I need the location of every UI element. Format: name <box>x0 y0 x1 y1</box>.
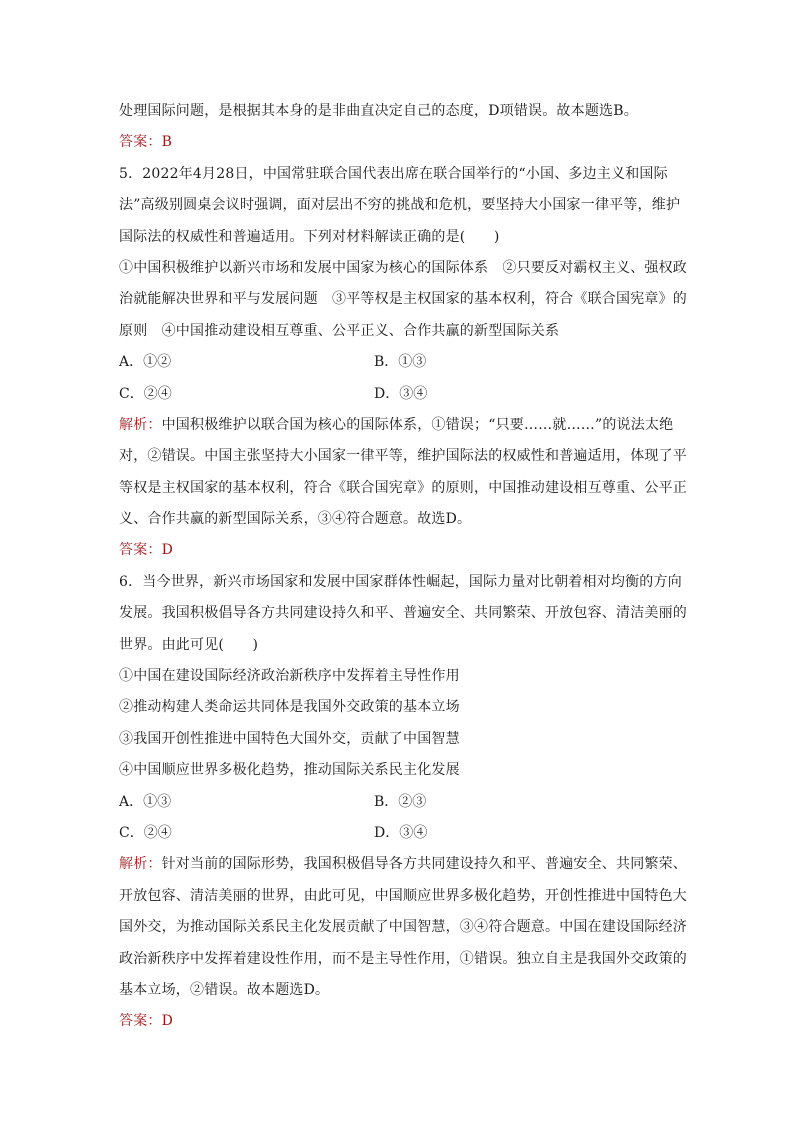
q6-analysis-text: 针对当前的国际形势，我国积极倡导各方共同建设持久和平、普遍安全、共同繁荣、 <box>161 856 688 873</box>
q6-option-d: D．③④ <box>374 824 428 841</box>
q5-statement-line: 原则 ④中国推动建设相互尊重、公平正义、合作共赢的新型国际关系 <box>119 322 560 339</box>
q5-analysis-line <box>119 410 679 441</box>
q5-analysis-line: 对，②错误。中国主张坚持大小国家一律平等，维护国际法的权威性和普遍适用，体现了平 <box>119 448 687 465</box>
q6-options-row-2 <box>119 818 679 849</box>
q5-option-a: A．①② <box>119 354 172 371</box>
q6-statement-line: ④中国顺应世界多极化趋势，推动国际关系民主化发展 <box>119 762 460 779</box>
q6-stem-line: 世界。由此可见( ) <box>119 636 259 653</box>
q5-options-row-1 <box>119 347 679 378</box>
q5-answer: 答案：D <box>119 542 174 559</box>
q6-analysis-line: 政治新秩序中发挥着建设性作用，而不是主导性作用，①错误。独立自主是我国外交政策的 <box>119 950 687 967</box>
q6-analysis-line: 基本立场，②错误。故本题选D。 <box>119 981 330 998</box>
q5-option-c: C．②④ <box>119 385 172 402</box>
q6-statement-line: ②推动构建人类命运共同体是我国外交政策的基本立场 <box>119 699 460 716</box>
q6-option-c: C．②④ <box>119 824 172 841</box>
q6-statement-line: ③我国开创性推进中国特色大国外交，贡献了中国智慧 <box>119 730 460 747</box>
q5-options-row-2 <box>119 379 679 410</box>
q6-analysis-line: 开放包容、清洁美丽的世界，由此可见，中国顺应世界多极化趋势，开创性推进中国特色大 <box>119 887 687 904</box>
q6-analysis-line <box>119 849 688 880</box>
q6-answer: 答案：D <box>119 1013 174 1030</box>
q5-stem-line: 5．2022年4月28日，中国常驻联合国代表出席在联合国举行的“小国、多边主义和国际 <box>119 165 668 182</box>
q6-analysis-label: 解析： <box>119 856 162 873</box>
q6-analysis-line: 国外交，为推动国际关系民主化发展贡献了中国智慧，③④符合题意。中国在建设国际经济 <box>119 919 687 936</box>
q5-stem-line: 法”高级别圆桌会议时强调，面对层出不穷的挑战和危机，要坚持大小国家一律平等，维护 <box>119 197 681 214</box>
document-page <box>119 96 688 1038</box>
q5-option-d: D．③④ <box>374 385 428 402</box>
q6-option-a: A．①③ <box>119 793 172 810</box>
q5-statement-line: ①中国积极维护以新兴市场和发展中国家为核心的国际体系 ②只要反对霸权主义、强权政 <box>119 259 687 276</box>
q5-analysis-text: 中国积极维护以联合国为核心的国际体系，①错误；“只要……就……”的说法太绝 <box>161 416 674 433</box>
prev-analysis-line: 处理国际问题，是根据其本身的是非曲直决定自己的态度，D项错误。故本题选B。 <box>119 103 638 119</box>
q5-statement-line: 治就能解决世界和平与发展问题 ③平等权是主权国家的基本权利，符合《联合国宪章》的 <box>119 291 687 308</box>
q5-analysis-line: 等权是主权国家的基本权利，符合《联合国宪章》的原则，中国推动建设相互尊重、公平正 <box>119 479 687 496</box>
q6-options-row-1 <box>119 787 679 818</box>
prev-answer: 答案：B <box>119 134 173 151</box>
q5-analysis-line: 义、合作共赢的新型国际关系，③④符合题意。故选D。 <box>119 511 472 528</box>
q5-stem-line: 国际法的权威性和普遍适用。下列对材料解读正确的是( ) <box>119 228 500 245</box>
q6-option-b: B．②③ <box>374 793 427 810</box>
q5-option-b: B．①③ <box>374 354 427 371</box>
q5-analysis-label: 解析： <box>119 416 162 433</box>
q6-stem-line: 发展。我国积极倡导各方共同建设持久和平、普遍安全、共同繁荣、开放包容、清洁美丽的 <box>119 605 687 622</box>
q6-stem-line: 6．当今世界，新兴市场国家和发展中国家群体性崛起，国际力量对比朝着相对均衡的方向 <box>119 573 682 590</box>
q6-statement-line: ①中国在建设国际经济政治新秩序中发挥着主导性作用 <box>119 668 460 685</box>
